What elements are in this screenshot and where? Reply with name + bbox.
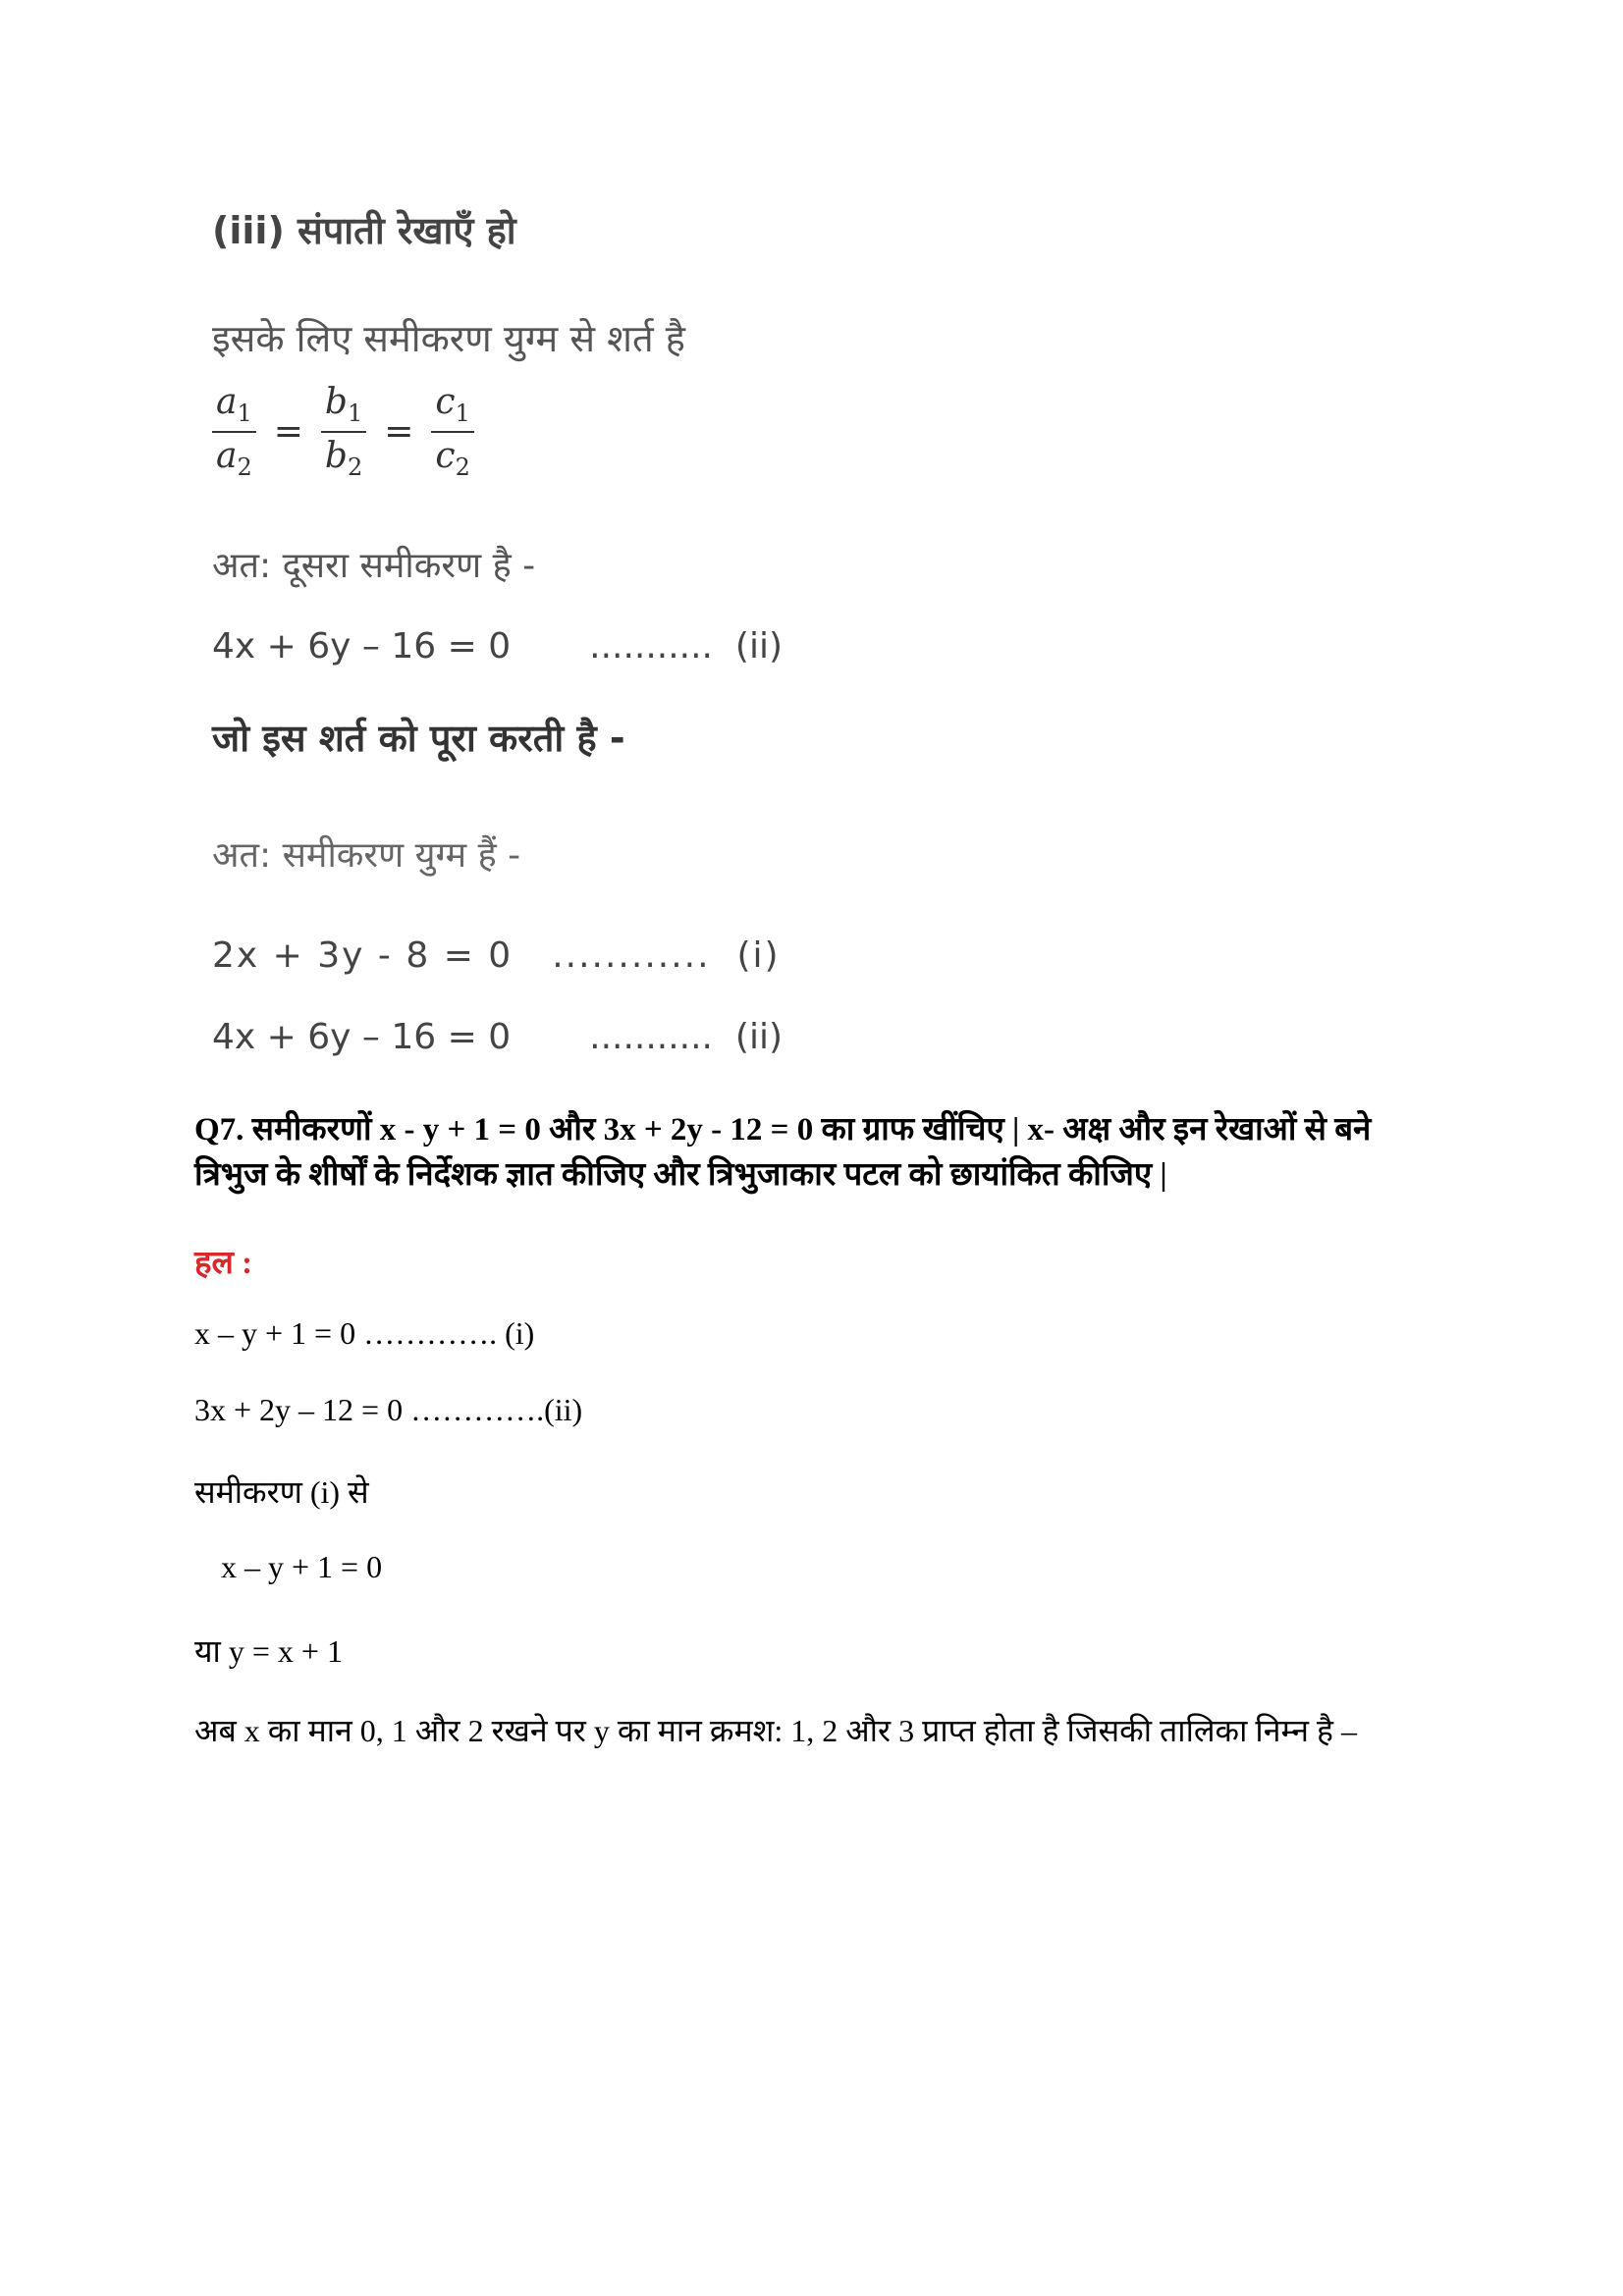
solution-line-5: या y = x + 1 [194,1633,343,1669]
fraction-c: $\frac{c_1}{c_2}$ [431,383,473,480]
ratio-condition [212,383,474,480]
solution-label: हल : [194,1246,253,1281]
pair-equation-2: 4x + 6y – 16 = 0 ........... (ii) [212,1017,783,1057]
second-equation: 4x + 6y – 16 = 0 ........... (ii) [212,626,783,667]
section-heading-iii: (iii) संपाती रेखाएँ हो [212,209,516,252]
satisfies-text: जो इस शर्त को पूरा करती है - [212,717,625,760]
solution-line-1: x – y + 1 = 0 …………. (i) [194,1315,535,1351]
fraction-a: $\frac{a_1}{a_2}$ [212,383,256,480]
solution-line-3: समीकरण (i) से [194,1474,369,1510]
fraction-b: $\frac{b_1}{b_2}$ [321,383,366,480]
question-7: Q7. समीकरणों x - y + 1 = 0 और 3x + 2y - 12 = 0 का ग्राफ खींचिए | x- अक्ष और इन रेखाओं से बने त्रिभुज के शीर्षों के निर्देशक ज्ञात कीजिए और त्रिभुजाकार पटल को छायांकित कीजिए | [194,1112,1372,1193]
solution-line-2: 3x + 2y – 12 = 0 ………….(ii) [194,1392,583,1427]
solution-line-6: अब x का मान 0, 1 और 2 रखने पर y का मान क्रमश: 1, 2 और 3 प्राप्त होता है जिसकी तालिका निम्न है – [194,1713,1357,1748]
solution-line-4: x – y + 1 = 0 [221,1549,383,1584]
pair-equation-1: 2x + 3y - 8 = 0 ............ (i) [212,935,781,976]
equals-sign: = [273,411,303,453]
condition-intro: इसके लिए समीकरण युग्म से शर्त है [212,317,685,360]
equals-sign: = [384,411,414,453]
second-equation-intro: अत: दूसरा समीकरण है - [212,546,536,586]
equation-pair-intro: अत: समीकरण युग्म हैं - [212,835,521,876]
